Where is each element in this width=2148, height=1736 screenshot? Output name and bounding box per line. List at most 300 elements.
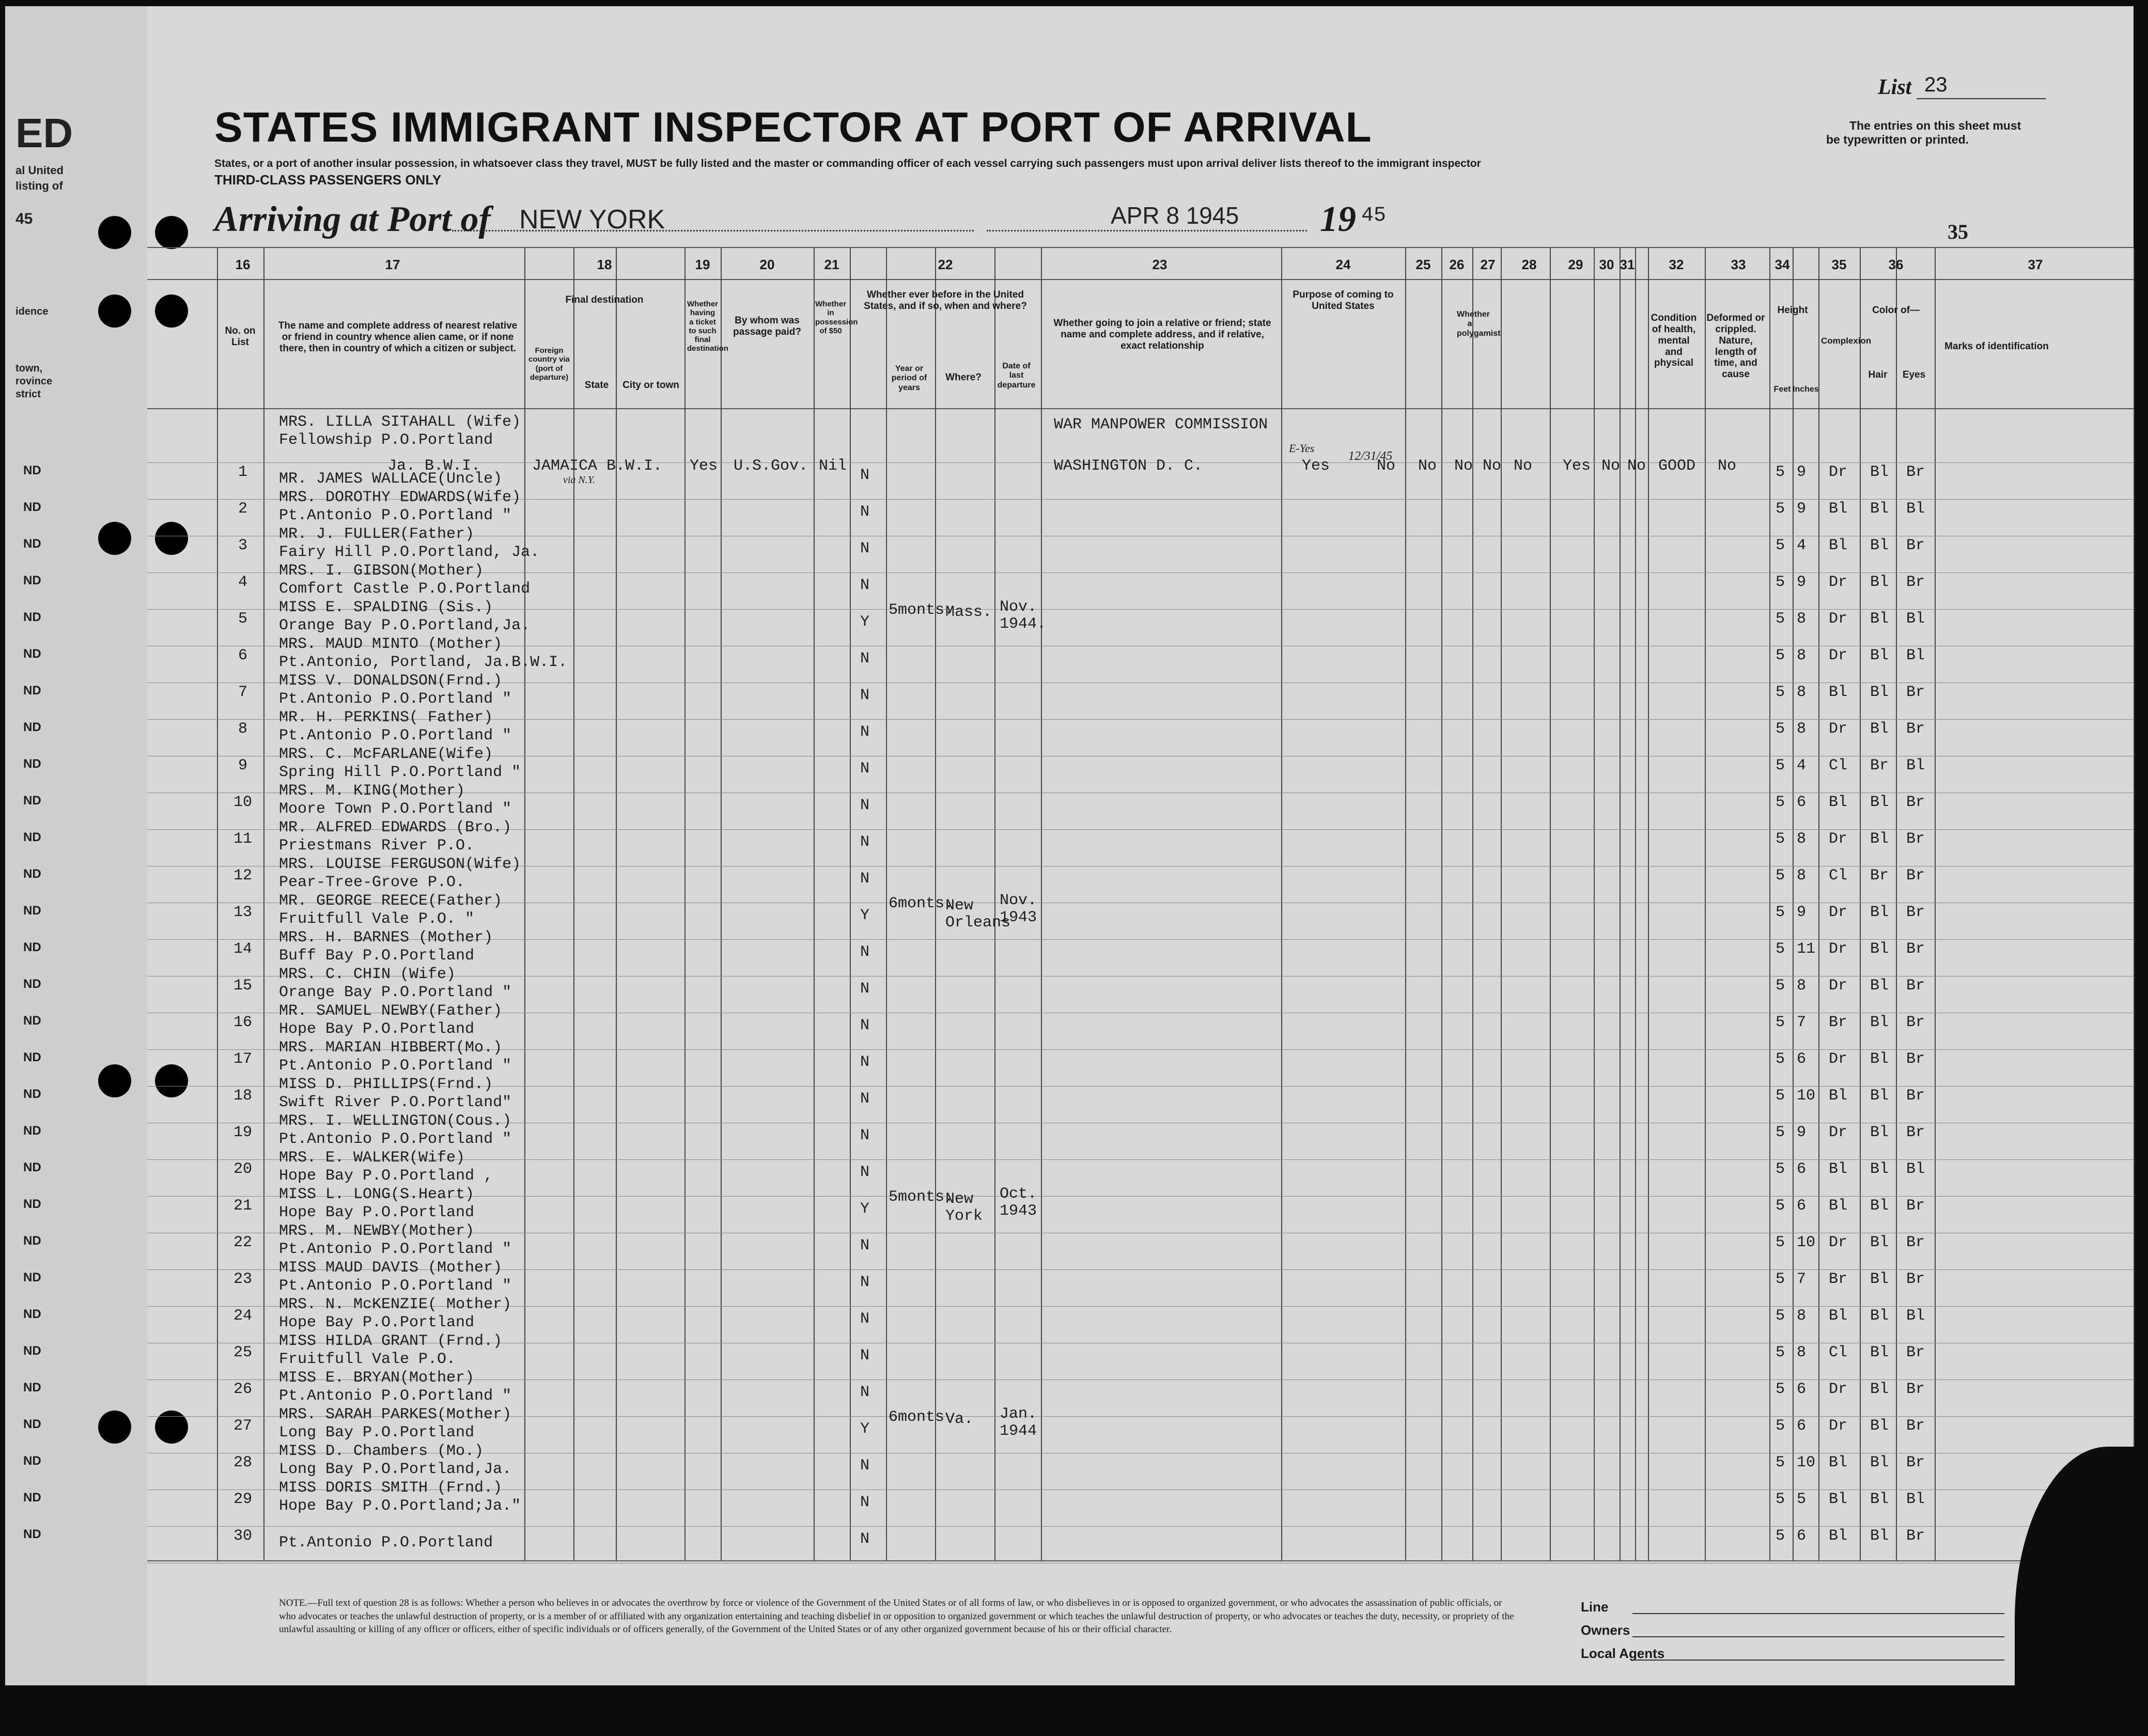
column-number: 32	[1669, 257, 1684, 272]
previous-visit-flag: N	[860, 723, 870, 741]
left-row-tag: ND	[23, 574, 41, 587]
binder-hole	[155, 1411, 188, 1444]
relative-name: MR. H. PERKINS( Father)	[279, 709, 493, 726]
entries-note-line1: The entries on this sheet must	[1849, 119, 2021, 132]
binder-hole	[98, 1064, 131, 1097]
column-number: 17	[385, 257, 400, 272]
col-header-years: Year or period of years	[891, 364, 927, 392]
height-inches: 4	[1797, 757, 1807, 774]
col-header-color: Color of—	[1872, 305, 1920, 316]
entry-no-26: No	[1418, 457, 1437, 475]
relative-address: Comfort Castle P.O.Portland	[279, 580, 531, 598]
column-rule	[1441, 248, 1442, 1560]
col-header-final-destination: Final destination	[565, 295, 644, 305]
row-number: 11	[233, 830, 252, 848]
column-rule	[1041, 248, 1042, 1560]
left-row-tag: ND	[23, 1197, 41, 1211]
left-row-tag: ND	[23, 1270, 41, 1284]
hair-color: Bl	[1870, 537, 1889, 554]
row-number: 16	[233, 1014, 252, 1031]
complexion: Bl	[1829, 1160, 1848, 1178]
row-number: 1	[238, 463, 247, 481]
eye-color: Br	[1906, 720, 1925, 738]
line-label: Line	[1581, 1599, 1609, 1615]
visit-period: 6monts	[889, 1408, 945, 1426]
relative-address: Buff Bay P.O.Portland	[279, 947, 475, 965]
height-feet: 5	[1776, 1234, 1785, 1251]
entries-note-line2: be typewritten or printed.	[1826, 133, 1969, 146]
hair-color: Bl	[1870, 1307, 1889, 1325]
complexion: Bl	[1829, 1087, 1848, 1105]
eye-color: Br	[1906, 830, 1925, 848]
col-header-relative: The name and complete address of nearest relative or friend in country whence alien came, or if none there, then in country of which a citizen or subject.	[278, 320, 518, 354]
left-row-tag: ND	[23, 977, 41, 991]
eye-color: Br	[1906, 1234, 1925, 1251]
height-inches: 6	[1797, 1050, 1807, 1068]
column-number: 27	[1480, 257, 1496, 272]
complexion: Bl	[1829, 1491, 1848, 1508]
height-feet: 5	[1776, 1381, 1785, 1398]
column-number: 29	[1568, 257, 1583, 272]
visit-departure: Jan. 1944	[1000, 1405, 1037, 1440]
table-top-rule	[147, 247, 2134, 248]
column-number: 31	[1620, 257, 1635, 272]
col-header-purpose: Purpose of coming to United States	[1293, 289, 1394, 312]
hair-color: Bl	[1870, 1270, 1889, 1288]
height-feet: 5	[1776, 1197, 1785, 1215]
previous-visit-flag: N	[860, 1017, 870, 1034]
col-header-list-no: No. on List	[225, 326, 256, 348]
form-instructions: States, or a port of another insular possession, in whatsoever class they travel, MUST be fully listed and the master or commanding officer of each vessel carrying such passengers must upon arrival deliver lists thereof to the immigrant inspector	[214, 158, 1481, 169]
hair-color: Bl	[1870, 1454, 1889, 1471]
relative-name: MRS. C. McFARLANE(Wife)	[279, 746, 493, 763]
relative-address: Fruitfull Vale P.O. "	[279, 910, 475, 928]
previous-visit-flag: N	[860, 980, 870, 998]
header-bottom-rule	[147, 408, 2134, 409]
height-feet: 5	[1776, 1417, 1785, 1435]
eye-color: Br	[1906, 1050, 1925, 1068]
footer-note: NOTE.—Full text of question 28 is as follows: Whether a person who believes in or advocates the overthrow by force or violence of the Government of the United States or of all forms of law, or who disbelieves in or is opposed to organized government, or who advocates the assassination of public officials, or who advocates or teaches the unlawful destruction of property, or is a member of or affiliated with any organization entertaining and teaching disbelief in or opposition to organized government or which teaches the unlawful destruction of property, or who advocates or teaches the duty, necessity, or propriety of the unlawful assaulting or killing of any officer or officers, either of specific individuals or of officers generally, of the Government of the United States or of any other organized government because of his or their official character.	[279, 1598, 1514, 1635]
height-inches: 10	[1797, 1234, 1816, 1251]
binder-hole	[98, 1411, 131, 1444]
column-number: 35	[1831, 257, 1847, 272]
left-row-tag: ND	[23, 940, 41, 954]
eye-color: Bl	[1906, 610, 1925, 628]
left-row-tag: ND	[23, 1160, 41, 1174]
eye-color: Br	[1906, 1381, 1925, 1398]
previous-visit-flag: N	[860, 687, 870, 704]
column-rule	[1501, 248, 1502, 1560]
hair-color: Bl	[1870, 574, 1889, 591]
previous-visit-flag: Y	[860, 1200, 870, 1218]
previous-visit-flag: N	[860, 577, 870, 594]
height-inches: 6	[1797, 1160, 1807, 1178]
column-rule	[1896, 248, 1897, 1560]
complexion: Dr	[1829, 977, 1848, 995]
col-header-height: Height	[1777, 305, 1808, 316]
relative-address: Pt.Antonio P.O.Portland "	[279, 727, 512, 745]
eye-color: Br	[1906, 1270, 1925, 1288]
left-row-tag: ND	[23, 1087, 41, 1101]
eye-color: Br	[1906, 684, 1925, 701]
complexion: Cl	[1829, 1344, 1848, 1361]
relative-name: MISS V. DONALDSON(Frnd.)	[279, 672, 503, 690]
left-fragment-3: listing of	[15, 179, 63, 192]
row-number: 18	[233, 1087, 252, 1105]
visit-departure: Nov. 1944.	[1000, 598, 1047, 633]
col-header-previous-visit: Whether ever before in the United States, and if so, when and where?	[864, 289, 1027, 312]
entry-yes-29: Yes	[1563, 457, 1591, 475]
hair-color: Bl	[1870, 1234, 1889, 1251]
relative-address: Priestmans River P.O.	[279, 837, 475, 855]
complexion: Dr	[1829, 904, 1848, 921]
left-row-tag: ND	[23, 757, 41, 771]
previous-visit-flag: N	[860, 1237, 870, 1254]
row-number: 14	[233, 940, 252, 958]
eye-color: Br	[1906, 977, 1925, 995]
previous-visit-flag: N	[860, 1274, 870, 1291]
relative-address: Pt.Antonio P.O.Portland "	[279, 507, 512, 524]
relative-name: MRS. SARAH PARKES(Mother)	[279, 1406, 512, 1423]
row-number: 21	[233, 1197, 252, 1215]
arriving-label: Arriving at Port of	[214, 199, 491, 239]
height-feet: 5	[1776, 1050, 1785, 1068]
relative-name: MRS. I. WELLINGTON(Cous.)	[279, 1112, 512, 1130]
entry-join-org: WAR MANPOWER COMMISSION	[1054, 416, 1268, 433]
column-number: 22	[938, 257, 953, 272]
height-inches: 8	[1797, 610, 1807, 628]
relative-name: MRS. N. McKENZIE( Mother)	[279, 1296, 512, 1313]
height-feet: 5	[1776, 1454, 1785, 1471]
left-row-tag: ND	[23, 1014, 41, 1028]
complexion: Bl	[1829, 1307, 1848, 1325]
row-number: 30	[233, 1527, 252, 1545]
col-header-inches: Inches	[1793, 385, 1819, 394]
left-row-tag: ND	[23, 867, 41, 881]
column-number: 37	[2028, 257, 2043, 272]
row-number: 28	[233, 1454, 252, 1471]
relative-name: MRS. M. KING(Mother)	[279, 782, 465, 800]
line-signature-rule	[1632, 1613, 2004, 1614]
column-rule	[850, 248, 851, 1560]
height-feet: 5	[1776, 757, 1785, 774]
height-inches: 9	[1797, 1124, 1807, 1141]
height-feet: 5	[1776, 720, 1785, 738]
previous-visit-flag: N	[860, 870, 870, 888]
column-number: 18	[597, 257, 612, 272]
column-rule	[721, 248, 722, 1560]
eye-color: Br	[1906, 574, 1925, 591]
hair-color: Bl	[1870, 1491, 1889, 1508]
previous-visit-flag: N	[860, 1310, 870, 1328]
relative-name: MRS. I. GIBSON(Mother)	[279, 562, 484, 580]
relative-name: MRS. H. BARNES (Mother)	[279, 929, 493, 947]
relative-name: MISS MAUD DAVIS (Mother)	[279, 1259, 503, 1277]
height-feet: 5	[1776, 574, 1785, 591]
eye-color: Br	[1906, 1014, 1925, 1031]
hair-color: Bl	[1870, 1050, 1889, 1068]
relative-name: MR. J. FULLER(Father)	[279, 525, 475, 543]
height-inches: 8	[1797, 720, 1807, 738]
column-number: 16	[235, 257, 251, 272]
complexion: Dr	[1829, 463, 1848, 481]
complexion: Bl	[1829, 1454, 1848, 1471]
column-rule	[1281, 248, 1282, 1560]
eye-color: Br	[1906, 1344, 1925, 1361]
page-number: 35	[1948, 220, 1968, 243]
visit-departure: Nov. 1943	[1000, 892, 1037, 926]
previous-visit-flag: N	[860, 1347, 870, 1365]
visit-period: 6monts.	[889, 895, 954, 912]
column-number: 21	[824, 257, 839, 272]
height-inches: 9	[1797, 500, 1807, 518]
hair-color: Bl	[1870, 830, 1889, 848]
column-rule	[263, 248, 264, 1560]
relative-name: MISS DORIS SMITH (Frnd.)	[279, 1479, 503, 1497]
left-row-tag: ND	[23, 1454, 41, 1468]
height-inches: 9	[1797, 904, 1807, 921]
entry-address: Fellowship P.O.Portland	[279, 431, 493, 449]
agents-signature-rule	[1632, 1660, 2004, 1661]
height-feet: 5	[1776, 940, 1785, 958]
col-header-health: Condition of health, mental and physical	[1651, 313, 1697, 369]
height-feet: 5	[1776, 537, 1785, 554]
relative-name: MISS L. LONG(S.Heart)	[279, 1186, 475, 1203]
previous-visit-flag: N	[860, 1384, 870, 1401]
previous-visit-flag: N	[860, 540, 870, 557]
eye-color: Br	[1906, 537, 1925, 554]
column-rule	[1769, 248, 1770, 1560]
row-number: 29	[233, 1491, 252, 1508]
relative-address: Hope Bay P.O.Portland	[279, 1020, 475, 1038]
visit-where: Va.	[945, 1411, 974, 1428]
binder-hole	[155, 522, 188, 555]
previous-visit-flag: N	[860, 650, 870, 668]
hair-color: Bl	[1870, 1124, 1889, 1141]
column-rule	[1793, 248, 1794, 1560]
relative-address: Spring Hill P.O.Portland "	[279, 764, 521, 781]
col-header-where: Where?	[945, 372, 982, 383]
column-number: 20	[759, 257, 775, 272]
date-underline	[987, 230, 1307, 231]
relative-name: MRS. MAUD MINTO (Mother)	[279, 636, 503, 653]
column-number: 36	[1888, 257, 1904, 272]
relative-name: MISS D. Chambers (Mo.)	[279, 1443, 484, 1460]
left-fragment-6: town,	[15, 363, 43, 374]
height-inches: 4	[1797, 537, 1807, 554]
visit-where: New Orleans	[945, 897, 1011, 932]
left-row-tag: ND	[23, 647, 41, 661]
left-row-tag: ND	[23, 500, 41, 514]
col-header-polygamist: Whether a polygamist	[1457, 310, 1501, 338]
col-header-eyes: Eyes	[1902, 369, 1926, 380]
entry-name: MRS. LILLA SITAHALL (Wife)	[279, 413, 521, 431]
arrival-date-stamp: APR 8 1945	[1111, 202, 1239, 229]
binder-hole	[98, 295, 131, 328]
hair-color: Bl	[1870, 463, 1889, 481]
relative-address: Pt.Antonio P.O.Portland	[279, 1534, 493, 1552]
relative-name: MRS. DOROTHY EDWARDS(Wife)	[279, 489, 521, 506]
left-row-tag: ND	[23, 610, 41, 624]
row-number: 5	[238, 610, 247, 628]
height-inches: 6	[1797, 1381, 1807, 1398]
left-row-tag: ND	[23, 1050, 41, 1064]
entry-destination: JAMAICA B.W.I.	[532, 457, 663, 475]
complexion: Bl	[1829, 500, 1848, 518]
complexion: Dr	[1829, 830, 1848, 848]
binder-hole	[155, 1064, 188, 1097]
height-inches: 6	[1797, 794, 1807, 811]
column-rule	[1935, 248, 1936, 1560]
relative-address: Swift River P.O.Portland"	[279, 1094, 512, 1111]
height-inches: 6	[1797, 1197, 1807, 1215]
eye-color: Br	[1906, 867, 1925, 885]
entry-no-28: No	[1514, 457, 1533, 475]
complexion: Dr	[1829, 1124, 1848, 1141]
entry-no-30: No	[1601, 457, 1621, 475]
hair-color: Bl	[1870, 1344, 1889, 1361]
hair-color: Bl	[1870, 1014, 1889, 1031]
height-feet: 5	[1776, 1270, 1785, 1288]
owners-label: Owners	[1581, 1622, 1630, 1638]
height-feet: 5	[1776, 1307, 1785, 1325]
left-row-tag: ND	[23, 1124, 41, 1138]
row-number: 23	[233, 1270, 252, 1288]
hair-color: Bl	[1870, 720, 1889, 738]
entry-money: Nil	[819, 457, 847, 475]
binder-hole	[155, 216, 188, 249]
relative-name: MR. SAMUEL NEWBY(Father)	[279, 1002, 503, 1020]
visit-where: New York	[945, 1190, 983, 1225]
relative-address: Moore Town P.O.Portland "	[279, 800, 512, 818]
col-header-city: City or town	[622, 380, 679, 391]
left-row-tag: ND	[23, 794, 41, 808]
relative-name: MRS. E. WALKER(Wife)	[279, 1149, 465, 1167]
complexion: Cl	[1829, 757, 1848, 774]
eye-color: Bl	[1906, 500, 1925, 518]
height-feet: 5	[1776, 794, 1785, 811]
height-inches: 8	[1797, 1307, 1807, 1325]
eye-color: Br	[1906, 794, 1925, 811]
height-inches: 7	[1797, 1014, 1807, 1031]
left-fragment-7: rovince	[15, 376, 53, 387]
relative-address: MR. JAMES WALLACE(Uncle)	[279, 470, 503, 488]
height-feet: 5	[1776, 463, 1785, 481]
relative-address: Fairy Hill P.O.Portland, Ja.	[279, 544, 540, 561]
height-inches: 8	[1797, 977, 1807, 995]
row-number: 27	[233, 1417, 252, 1435]
hair-color: Bl	[1870, 1160, 1889, 1178]
left-fragment-4: 45	[15, 210, 33, 227]
height-feet: 5	[1776, 977, 1785, 995]
complexion: Bl	[1829, 537, 1848, 554]
visit-period: 5monts.	[889, 1188, 954, 1206]
row-number: 20	[233, 1160, 252, 1178]
previous-visit-flag: N	[860, 1530, 870, 1548]
eye-color: Br	[1906, 1197, 1925, 1215]
height-inches: 7	[1797, 1270, 1807, 1288]
complexion: Br	[1829, 1014, 1848, 1031]
column-rule	[1648, 248, 1649, 1560]
binder-hole	[98, 522, 131, 555]
relative-address: Pt.Antonio P.O.Portland "	[279, 690, 512, 708]
column-number: 25	[1415, 257, 1431, 272]
agents-label: Local Agents	[1581, 1646, 1665, 1661]
column-rule	[1405, 248, 1406, 1560]
entry-no-27b: No	[1483, 457, 1502, 475]
hair-color: Bl	[1870, 1381, 1889, 1398]
left-row-tag: ND	[23, 537, 41, 551]
relative-name: MRS. C. CHIN (Wife)	[279, 966, 456, 983]
height-inches: 8	[1797, 1344, 1807, 1361]
row-number: 9	[238, 757, 247, 774]
column-rule	[814, 248, 815, 1560]
previous-visit-flag: Y	[860, 907, 870, 924]
complexion: Dr	[1829, 1234, 1848, 1251]
height-feet: 5	[1776, 830, 1785, 848]
row-number: 10	[233, 794, 252, 811]
left-row-tag: ND	[23, 1527, 41, 1541]
row-number: 19	[233, 1124, 252, 1141]
previous-visit-flag: N	[860, 943, 870, 961]
row-number: 4	[238, 574, 247, 591]
col-header-joining: Whether going to join a relative or friend; state name and complete address, and if relative, exact relationship	[1053, 318, 1271, 351]
col-header-money: Whether in possession of $50	[815, 300, 858, 335]
hair-color: Bl	[1870, 1417, 1889, 1435]
column-rule	[1550, 248, 1551, 1560]
eye-color: Br	[1906, 1124, 1925, 1141]
entry-ticket: Yes	[690, 457, 718, 475]
row-number: 25	[233, 1344, 252, 1361]
visit-where: Mass.	[945, 603, 992, 621]
eye-color: Br	[1906, 1087, 1925, 1105]
row-number: 13	[233, 904, 252, 921]
row-number: 2	[238, 500, 247, 518]
relative-name: MISS E. BRYAN(Mother)	[279, 1369, 475, 1387]
previous-visit-flag: Y	[860, 613, 870, 631]
complexion: Br	[1829, 1270, 1848, 1288]
left-row-tag: ND	[23, 1491, 41, 1505]
col-header-complexion: Complexion	[1821, 336, 1872, 346]
row-number: 15	[233, 977, 252, 995]
form-class-label: THIRD-CLASS PASSENGERS ONLY	[214, 172, 442, 188]
eye-color: Bl	[1906, 757, 1925, 774]
complexion: Dr	[1829, 1417, 1848, 1435]
height-feet: 5	[1776, 500, 1785, 518]
list-label: List	[1878, 75, 1912, 99]
eye-color: Bl	[1906, 1160, 1925, 1178]
hair-color: Bl	[1870, 1527, 1889, 1545]
height-inches: 11	[1797, 940, 1816, 958]
eye-color: Bl	[1906, 1491, 1925, 1508]
height-feet: 5	[1776, 1527, 1785, 1545]
row-number: 6	[238, 647, 247, 664]
relative-address: Hope Bay P.O.Portland	[279, 1314, 475, 1331]
previous-visit-flag: N	[860, 760, 870, 778]
relative-name: MRS. MARIAN HIBBERT(Mo.)	[279, 1039, 503, 1057]
column-number: 33	[1731, 257, 1746, 272]
hair-color: Br	[1870, 867, 1889, 885]
row-number: 8	[238, 720, 247, 738]
relative-name: MRS. M. NEWBY(Mother)	[279, 1222, 475, 1240]
colnum-rule	[147, 279, 2134, 280]
eye-color: Br	[1906, 1454, 1925, 1471]
col-header-passage-paid: By whom was passage paid?	[733, 315, 801, 337]
hair-color: Bl	[1870, 940, 1889, 958]
complexion: Dr	[1829, 574, 1848, 591]
column-number: 26	[1449, 257, 1465, 272]
column-rule	[1620, 248, 1621, 1560]
